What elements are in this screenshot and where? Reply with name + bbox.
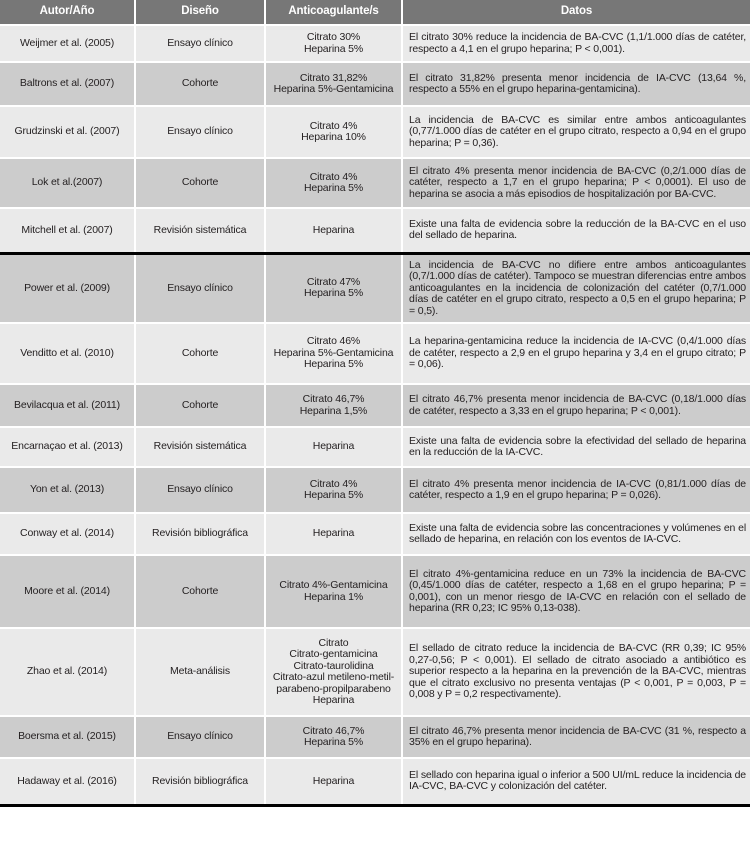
anticoagulant-item: Heparina 5% bbox=[303, 358, 364, 371]
table-row bbox=[0, 25, 750, 62]
cell-anticoagulants bbox=[265, 62, 402, 106]
table-body bbox=[0, 25, 750, 805]
table-row bbox=[0, 106, 750, 158]
table-row bbox=[0, 467, 750, 513]
anticoagulant-item: Heparina 5% bbox=[303, 182, 364, 194]
anticoagulant-item: Citrato-taurolidina bbox=[293, 659, 374, 672]
cell-author: Power et al. (2009) bbox=[0, 253, 135, 323]
table-row bbox=[0, 158, 750, 208]
cell-author: Zhao et al. (2014) bbox=[0, 628, 135, 716]
cell-design: Ensayo clínico bbox=[135, 467, 265, 513]
anticoagulant-item: Citrato bbox=[318, 636, 349, 649]
cell-anticoagulants bbox=[265, 513, 402, 555]
cell-design: Cohorte bbox=[135, 62, 265, 106]
anticoagulant-item: Heparina 5% bbox=[303, 287, 364, 300]
cell-design: Revisión sistemática bbox=[135, 427, 265, 467]
cell-data: La incidencia de BA-CVC no difiere entre ambos anticoagulantes (0,7/1.000 días de catéter). Tampoco se muestran diferencias entre ambos anticoagulantes en la incidencia de colonización del catéter (0,7/1.000 días de catéter en el grupo citrato, respecto a 0,5 en el grupo heparina; P = 0,5). bbox=[402, 253, 750, 323]
header-data: Datos bbox=[402, 0, 750, 25]
cell-design: Revisión bibliográfica bbox=[135, 758, 265, 805]
cell-design: Revisión bibliográfica bbox=[135, 513, 265, 555]
anticoagulant-item: Heparina 5% bbox=[303, 42, 364, 55]
cell-author: Mitchell et al. (2007) bbox=[0, 208, 135, 253]
cell-author: Venditto et al. (2010) bbox=[0, 323, 135, 384]
table-row bbox=[0, 384, 750, 427]
cell-anticoagulants bbox=[265, 427, 402, 467]
anticoagulant-item: Heparina 1% bbox=[303, 590, 364, 603]
anticoagulant-item: Citrato 46,7% bbox=[302, 724, 365, 737]
anticoagulant-item: Citrato 46% bbox=[306, 335, 361, 348]
cell-data: Existe una falta de evidencia sobre las concentraciones y volúmenes en el sellado de heparina, en relación con los eventos de IA-CVC. bbox=[402, 513, 750, 555]
cell-author: Encarnaçao et al. (2013) bbox=[0, 427, 135, 467]
cell-anticoagulants bbox=[265, 716, 402, 758]
cell-design: Ensayo clínico bbox=[135, 106, 265, 158]
cell-author: Hadaway et al. (2016) bbox=[0, 758, 135, 805]
table-row bbox=[0, 513, 750, 555]
anticoagulant-item: Heparina bbox=[312, 527, 355, 540]
table-row bbox=[0, 253, 750, 323]
anticoagulant-item: Heparina 5%-Gentamicina bbox=[273, 83, 394, 95]
cell-anticoagulants bbox=[265, 384, 402, 427]
header-design: Diseño bbox=[135, 0, 265, 25]
cell-author: Weijmer et al. (2005) bbox=[0, 25, 135, 62]
anticoagulant-item: Citrato-azul metileno-metil-parabeno-propilparabeno bbox=[272, 671, 395, 695]
cell-anticoagulants bbox=[265, 323, 402, 384]
cell-data: Existe una falta de evidencia sobre la efectividad del sellado de heparina en la reducción de la IA-CVC. bbox=[402, 427, 750, 467]
cell-data: El citrato 30% reduce la incidencia de BA-CVC (1,1/1.000 días de catéter, respecto a 4,1 en el grupo heparina; P < 0,001). bbox=[402, 25, 750, 62]
cell-design: Meta-análisis bbox=[135, 628, 265, 716]
cell-anticoagulants bbox=[265, 628, 402, 716]
cell-author: Moore et al. (2014) bbox=[0, 555, 135, 628]
cell-author: Lok et al.(2007) bbox=[0, 158, 135, 208]
anticoagulant-item: Citrato 46,7% bbox=[302, 393, 365, 405]
cell-design: Cohorte bbox=[135, 555, 265, 628]
anticoagulant-item: Citrato 4% bbox=[309, 477, 358, 490]
cell-anticoagulants bbox=[265, 467, 402, 513]
anticoagulant-item: Citrato 47% bbox=[306, 275, 361, 288]
cell-anticoagulants bbox=[265, 758, 402, 805]
anticoagulant-item: Citrato 31,82% bbox=[299, 71, 368, 84]
anticoagulant-item: Citrato 4% bbox=[309, 170, 358, 183]
cell-design: Ensayo clínico bbox=[135, 716, 265, 758]
cell-data: Existe una falta de evidencia sobre la reducción de la BA-CVC en el uso del sellado de heparina. bbox=[402, 208, 750, 253]
cell-data: El citrato 46,7% presenta menor incidencia de BA-CVC (31 %, respecto a 35% en el grupo heparina). bbox=[402, 716, 750, 758]
cell-author: Grudzinski et al. (2007) bbox=[0, 106, 135, 158]
anticoagulant-item: Citrato 4%-Gentamicina bbox=[279, 579, 388, 591]
anticoagulant-item: Citrato-gentamicina bbox=[289, 648, 378, 660]
cell-data: El citrato 46,7% presenta menor incidencia de BA-CVC (0,18/1.000 días de catéter, respecto a 3,33 en el grupo heparina; P < 0,001). bbox=[402, 384, 750, 427]
cell-design: Revisión sistemática bbox=[135, 208, 265, 253]
table-row bbox=[0, 716, 750, 758]
cell-data: El citrato 4% presenta menor incidencia de BA-CVC (0,2/1.000 días de catéter, respecto a 1,7 en el grupo heparina; P < 0,0001). El uso de heparina se asocia a más episodios de hospitalización por BA-CVC. bbox=[402, 158, 750, 208]
anticoagulant-item: Heparina 5% bbox=[303, 736, 364, 748]
anticoagulant-item: Citrato 30% bbox=[306, 31, 361, 43]
table-row bbox=[0, 427, 750, 467]
cell-data: La incidencia de BA-CVC es similar entre ambos anticoagulantes (0,77/1.000 días de catéter en el grupo citrato, respecto a 0,94 en el grupo heparina; P = 0,36). bbox=[402, 106, 750, 158]
header-row bbox=[0, 0, 750, 25]
table-row bbox=[0, 62, 750, 106]
anticoagulant-item: Heparina 5% bbox=[303, 489, 364, 501]
cell-design: Cohorte bbox=[135, 384, 265, 427]
cell-anticoagulants bbox=[265, 555, 402, 628]
anticoagulant-item: Heparina 1,5% bbox=[299, 404, 368, 417]
table-row bbox=[0, 208, 750, 253]
cell-design: Ensayo clínico bbox=[135, 25, 265, 62]
cell-data: El citrato 4%-gentamicina reduce en un 73% la incidencia de BA-CVC (0,45/1.000 días de catéter, respecto a 1,68 en el grupo heparina; P = 0,001), con un menor riesgo de IA-CVC en relación con el sellado de heparina (RR 0,23; IC 95% 0,13-038). bbox=[402, 555, 750, 628]
cell-author: Baltrons et al. (2007) bbox=[0, 62, 135, 106]
table-row bbox=[0, 628, 750, 716]
header-author: Autor/Año bbox=[0, 0, 135, 25]
cell-author: Yon et al. (2013) bbox=[0, 467, 135, 513]
anticoagulant-item: Heparina bbox=[312, 694, 355, 706]
cell-design: Cohorte bbox=[135, 158, 265, 208]
header-anticoagulant: Anticoagulante/s bbox=[265, 0, 402, 25]
cell-data: La heparina-gentamicina reduce la incidencia de IA-CVC (0,4/1.000 días de catéter, respecto a 2,9 en el grupo heparina y 3,4 en el grupo citrato; P = 0,06). bbox=[402, 323, 750, 384]
anticoagulant-item: Heparina bbox=[312, 223, 355, 236]
cell-data: El citrato 31,82% presenta menor incidencia de IA-CVC (13,64 %, respecto a 55% en el grupo heparina-gentamicina). bbox=[402, 62, 750, 106]
cell-design: Cohorte bbox=[135, 323, 265, 384]
cell-data: El sellado con heparina igual o inferior a 500 UI/mL reduce la incidencia de IA-CVC, BA-CVC y colonización del catéter. bbox=[402, 758, 750, 805]
cell-anticoagulants bbox=[265, 253, 402, 323]
cell-author: Bevilacqua et al. (2011) bbox=[0, 384, 135, 427]
table-row bbox=[0, 323, 750, 384]
anticoagulant-item: Heparina bbox=[312, 440, 355, 453]
cell-anticoagulants bbox=[265, 25, 402, 62]
cell-data: El citrato 4% presenta menor incidencia de IA-CVC (0,81/1.000 días de catéter, respecto a 1,9 en el grupo heparina; P = 0,026). bbox=[402, 467, 750, 513]
table-row bbox=[0, 758, 750, 805]
anticoagulant-item: Heparina bbox=[312, 774, 355, 787]
cell-anticoagulants bbox=[265, 208, 402, 253]
cell-author: Boersma et al. (2015) bbox=[0, 716, 135, 758]
cell-author: Conway et al. (2014) bbox=[0, 513, 135, 555]
cell-anticoagulants bbox=[265, 106, 402, 158]
table-row bbox=[0, 555, 750, 628]
anticoagulant-item: Heparina 10% bbox=[301, 131, 366, 143]
anticoagulant-item: Citrato 4% bbox=[309, 119, 358, 132]
cell-design: Ensayo clínico bbox=[135, 253, 265, 323]
anticoagulant-item: Heparina 5%-Gentamicina bbox=[273, 346, 394, 359]
cell-anticoagulants bbox=[265, 158, 402, 208]
cell-data: El sellado de citrato reduce la incidencia de BA-CVC (RR 0,39; IC 95% 0,27-0,56; P < 0,001). El sellado de citrato asociado a antibiótico es superior respecto a la heparina en la prevención de la BA-CVC, mientras que el citrato exclusivo no presenta ventajas (P < 0,001, P = 0,003, P = 0,008 y P = 0,2 respectivamente). bbox=[402, 628, 750, 716]
